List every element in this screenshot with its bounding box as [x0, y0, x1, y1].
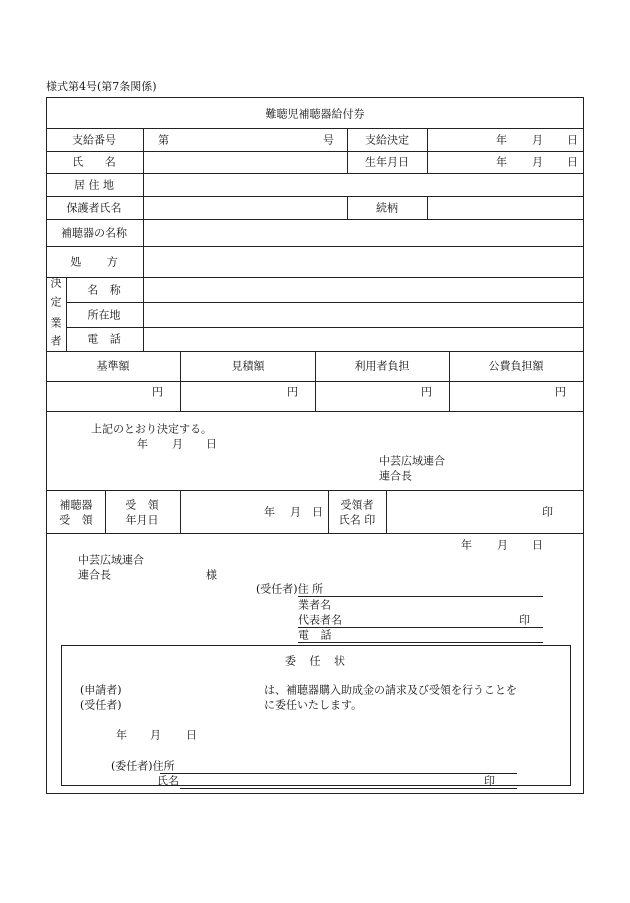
day-text: 日	[532, 538, 543, 552]
estimate-amount-header: 見積額	[231, 359, 265, 373]
rule	[427, 196, 428, 219]
vendor-group-char: 業	[50, 316, 62, 330]
month-text: 月	[290, 505, 301, 519]
rule	[46, 490, 584, 491]
proxy-label: (受任者)	[80, 698, 122, 712]
year-text: 年	[137, 437, 148, 451]
organization-name: 中芸広域連合	[78, 553, 144, 567]
yen-unit: 円	[421, 385, 432, 399]
poa-text-line2: に委任いたします。	[264, 698, 363, 712]
rule	[449, 351, 450, 411]
vendor-location-label: 所在地	[87, 308, 121, 322]
form-reference: 様式第4号(第7条関係)	[46, 80, 157, 93]
device-receipt-label: 補聴器	[59, 498, 93, 512]
vendor-group-char: 者	[50, 334, 62, 348]
rule	[46, 219, 584, 220]
rule	[46, 151, 584, 152]
seal-mark: 印	[484, 774, 495, 788]
recipient-label: 受領者	[340, 498, 374, 512]
dai-text: 第	[158, 133, 169, 147]
seal-mark: 印	[542, 505, 553, 519]
rule	[46, 128, 584, 129]
recipient-label: 氏名 印	[338, 513, 376, 527]
underline	[180, 788, 517, 789]
rule	[143, 128, 144, 351]
rule	[180, 490, 181, 533]
day-text: 日	[567, 155, 578, 169]
poa-text-line1: は、補聴器購入助成金の請求及び受領を行うことを	[264, 683, 517, 697]
day-text: 日	[312, 505, 323, 519]
rule	[66, 277, 67, 351]
rule	[328, 490, 329, 533]
rule	[105, 490, 106, 533]
month-text: 月	[497, 538, 508, 552]
yen-unit: 円	[152, 385, 163, 399]
address-label: 居 住 地	[74, 178, 114, 192]
guardian-name-label: 保護者氏名	[66, 201, 122, 215]
yen-unit: 円	[555, 385, 566, 399]
standard-amount-header: 基準額	[96, 359, 130, 373]
honorific-sama: 様	[206, 568, 217, 582]
rule	[347, 196, 348, 219]
underline	[298, 627, 543, 628]
underline	[298, 642, 543, 643]
form-title: 難聴児補聴器給付券	[265, 107, 365, 121]
day-text: 日	[206, 437, 217, 451]
rule	[315, 351, 316, 411]
rule	[46, 196, 584, 197]
rule	[46, 173, 584, 174]
receipt-date-label: 受 領	[125, 498, 159, 512]
underline	[160, 773, 517, 774]
rule	[46, 411, 584, 412]
year-text: 年	[461, 538, 472, 552]
organization-name: 中芸広域連合	[379, 454, 445, 468]
proxy-address-label: (受任者)住 所	[256, 582, 324, 596]
phone-label: 電 話	[298, 628, 332, 642]
yen-unit: 円	[287, 385, 298, 399]
rule	[347, 128, 348, 173]
month-text: 月	[532, 155, 543, 169]
applicant-label: (申請者)	[80, 683, 122, 697]
day-text: 日	[567, 133, 578, 147]
rule	[180, 351, 181, 411]
rule	[386, 490, 387, 533]
receipt-date-label: 年月日	[125, 513, 159, 527]
rule	[46, 533, 584, 534]
union-head: 連合長	[379, 469, 412, 483]
vendor-group-char: 定	[50, 295, 62, 309]
year-text: 年	[496, 133, 507, 147]
vendor-name-label: 名 称	[87, 283, 121, 297]
union-head: 連合長	[78, 568, 111, 582]
vendor-group-char: 決	[50, 276, 62, 290]
relationship-label: 続柄	[376, 201, 398, 215]
payment-number-label: 支給番号	[72, 133, 116, 147]
year-text: 年	[116, 728, 127, 742]
year-text: 年	[496, 155, 507, 169]
payment-decision-label: 支給決定	[365, 133, 409, 147]
birthdate-label: 生年月日	[365, 155, 409, 169]
month-text: 月	[532, 133, 543, 147]
rule	[427, 128, 428, 173]
rule	[46, 246, 584, 247]
user-burden-header: 利用者負担	[354, 359, 410, 373]
month-text: 月	[172, 437, 183, 451]
decision-statement: 上記のとおり決定する。	[91, 422, 212, 436]
delegator-address-label: (委任者)住所	[111, 759, 175, 773]
device-receipt-label: 受 領	[59, 513, 93, 527]
prescription-label: 処 方	[70, 255, 118, 269]
poa-title: 委 任 状	[285, 654, 345, 668]
month-text: 月	[150, 728, 161, 742]
delegator-name-label: 氏名	[157, 774, 179, 788]
representative-label: 代表者名	[298, 613, 342, 627]
public-burden-header: 公費負担額	[488, 359, 544, 373]
year-text: 年	[264, 505, 275, 519]
day-text: 日	[186, 728, 197, 742]
business-name-label: 業者名	[298, 598, 331, 612]
seal-mark: 印	[519, 613, 530, 627]
rule	[46, 277, 584, 278]
device-name-label: 補聴器の名称	[61, 226, 127, 240]
underline	[298, 596, 543, 597]
go-text: 号	[323, 133, 334, 147]
vendor-phone-label: 電 話	[87, 332, 121, 346]
name-label: 氏 名	[72, 155, 116, 169]
